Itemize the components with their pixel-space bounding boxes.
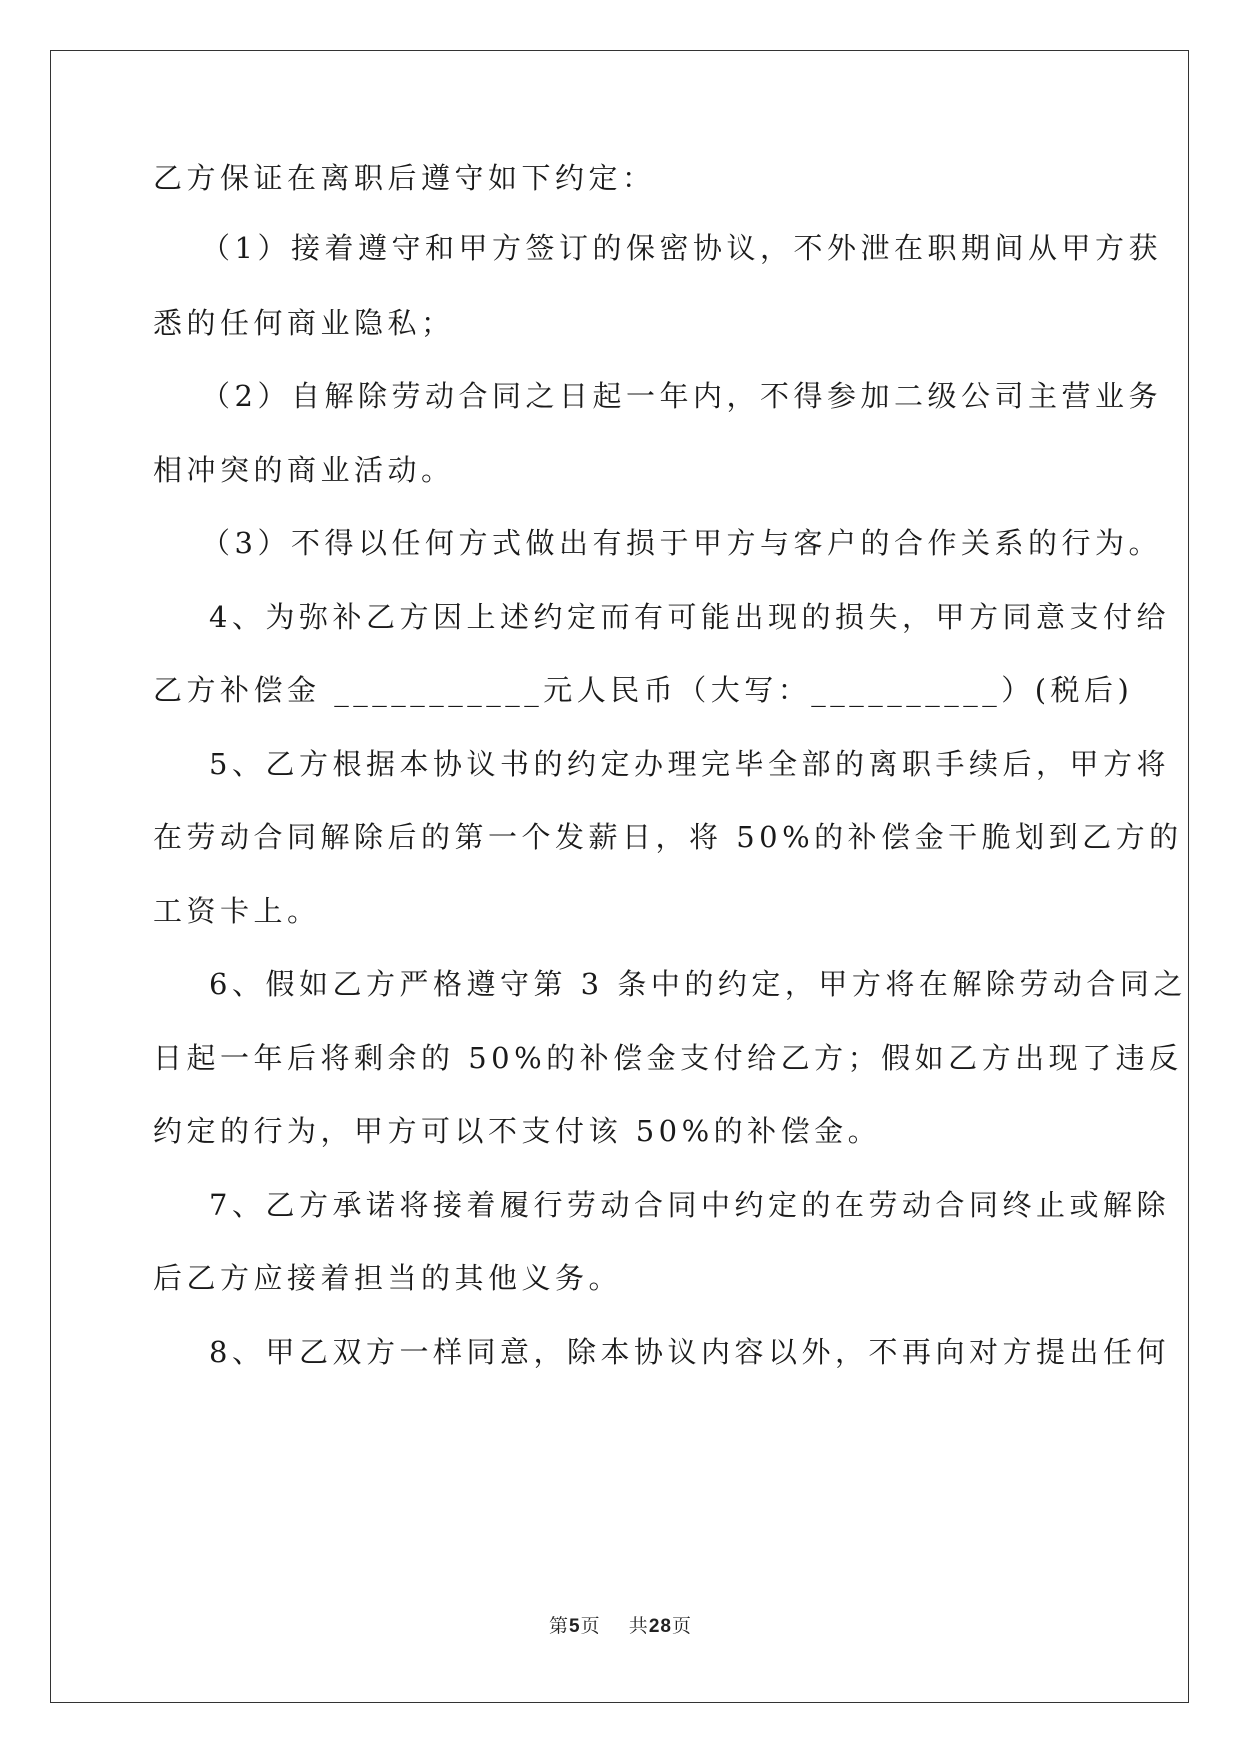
footer-page-prefix: 第	[549, 1615, 570, 1637]
paragraph-line: 在劳动合同解除后的第一个发薪日，将 50%的补偿金干脆划到乙方的	[153, 820, 1183, 854]
paragraph-line: 悉的任何商业隐私；	[153, 306, 455, 340]
footer-total-suffix: 页	[671, 1615, 692, 1637]
paragraph-line: 6、假如乙方严格遵守第 3 条中的约定，甲方将在解除劳动合同之	[209, 967, 1187, 1001]
paragraph-line: 相冲突的商业活动。	[153, 453, 455, 487]
paragraph-line: 后乙方应接着担当的其他义务。	[153, 1261, 623, 1295]
paragraph-line: 5、乙方根据本协议书的约定办理完毕全部的离职手续后，甲方将	[209, 747, 1170, 781]
paragraph-line: 乙方补偿金 ___________元人民币（大写：__________）(税后)	[153, 673, 1134, 707]
footer-total-prefix: 共	[628, 1615, 649, 1637]
paragraph-line: 7、乙方承诺将接着履行劳动合同中约定的在劳动合同终止或解除	[209, 1188, 1170, 1222]
page-footer	[0, 1611, 1241, 1638]
paragraph-line: （2）自解除劳动合同之日起一年内，不得参加二级公司主营业务	[201, 379, 1162, 413]
paragraph-line: 约定的行为，甲方可以不支付该 50%的补偿金。	[153, 1114, 882, 1148]
paragraph-line: 乙方保证在离职后遵守如下约定：	[153, 161, 656, 195]
paragraph-line: 日起一年后将剩余的 50%的补偿金支付给乙方；假如乙方出现了违反	[153, 1041, 1183, 1075]
paragraph-line: 4、为弥补乙方因上述约定而有可能出现的损失，甲方同意支付给	[209, 600, 1170, 634]
footer-page-number: 5	[569, 1616, 581, 1637]
footer-page-suffix: 页	[580, 1615, 601, 1637]
paragraph-line: 8、甲乙双方一样同意，除本协议内容以外，不再向对方提出任何	[209, 1335, 1170, 1369]
paragraph-line: （1）接着遵守和甲方签订的保密协议，不外泄在职期间从甲方获	[201, 231, 1162, 265]
paragraph-line: 工资卡上。	[153, 894, 321, 928]
page-border	[50, 50, 1189, 1703]
paragraph-line: （3）不得以任何方式做出有损于甲方与客户的合作关系的行为。	[201, 526, 1162, 560]
footer-total-pages: 28	[648, 1616, 672, 1637]
